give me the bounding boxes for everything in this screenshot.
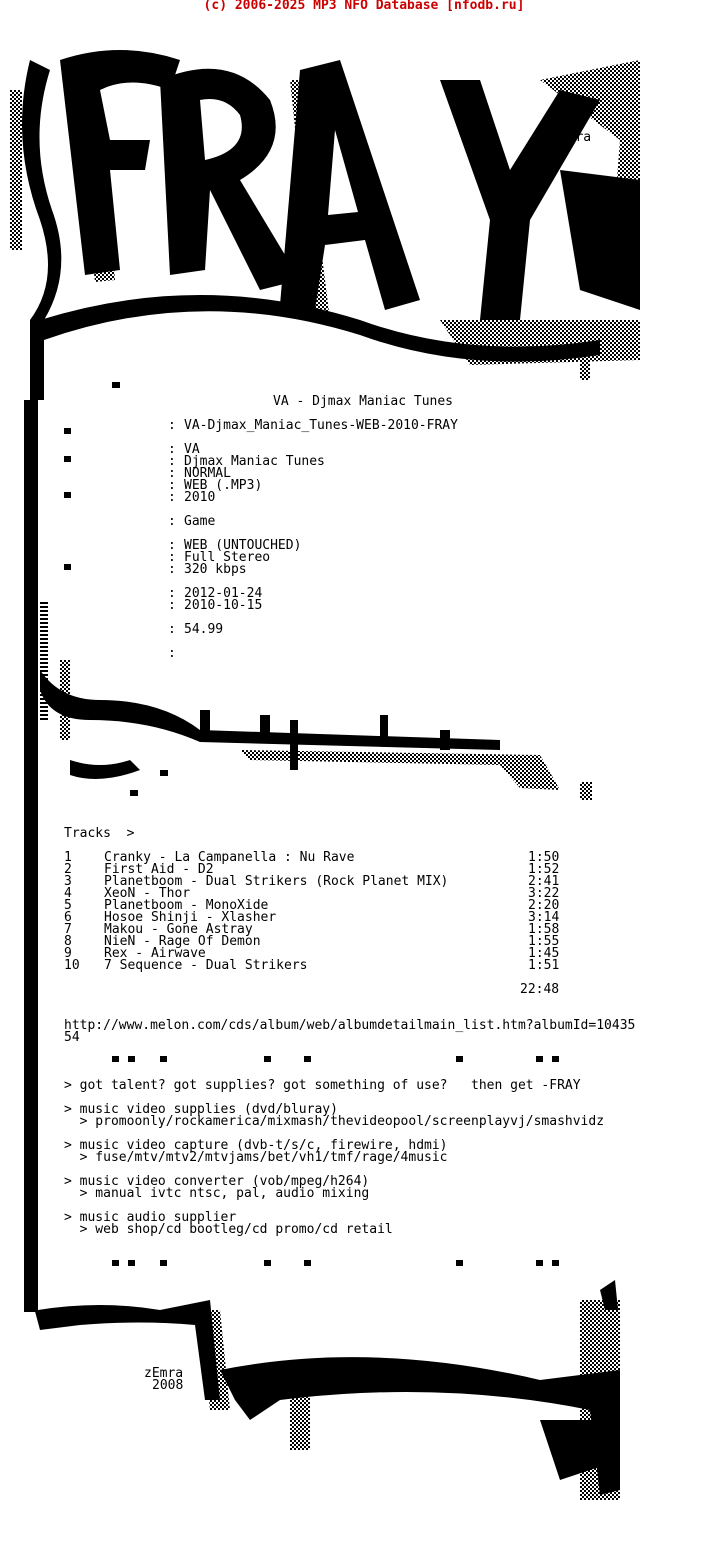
ad-line: > music video supplies (dvd/bluray)	[64, 1102, 338, 1117]
artist-tag-top: zEmra	[552, 130, 592, 145]
field-value: Full Stereo	[184, 550, 271, 565]
track-time: 2:20	[528, 898, 560, 913]
track-title: First Aid - D2	[104, 862, 214, 877]
track-time: 1:58	[528, 922, 560, 937]
track-row	[0, 960, 728, 972]
track-number: 7	[64, 922, 72, 937]
track-title: 7 Sequence - Dual Strikers	[104, 958, 308, 973]
track-title: Rex - Airwave	[104, 946, 206, 961]
track-time: 1:52	[528, 862, 560, 877]
track-number: 6	[64, 910, 72, 925]
track-number: 8	[64, 934, 72, 949]
track-time: 2:41	[528, 874, 560, 889]
artist-tag-bottom: zEmra	[144, 1366, 184, 1381]
separator-dot	[264, 1056, 271, 1062]
separator-dot	[112, 1260, 119, 1266]
track-time: 1:50	[528, 850, 560, 865]
ad-line: > music audio supplier	[64, 1210, 237, 1225]
track-title: NieN - Rage Of Demon	[104, 934, 261, 949]
separator-dot	[552, 1056, 559, 1062]
track-title: Makou - Gone Astray	[104, 922, 253, 937]
release-title: VA - Djmax Maniac Tunes	[273, 394, 454, 409]
release-info-block: : VA-Djmax_Maniac_Tunes-WEB-2010-FRAY : VA : Djmax Maniac Tunes : NORMAL : WEB (.MP3) : 2010 : Game : WEB (UNTOUCHED) : Full Stereo : 320 kbps : 2012-01-24 : 2010-10-15 : 54.99 :	[168, 418, 458, 661]
tracks-heading: Tracks >	[64, 826, 135, 841]
ad-line: > music video capture (dvb-t/s/c, firewire, hdmi)	[64, 1138, 448, 1153]
ad-subline: > promoonly/rockamerica/mixmash/thevideopool/screenplayvj/smashvidz	[64, 1114, 605, 1129]
track-number: 9	[64, 946, 72, 961]
track-number: 10	[64, 958, 80, 973]
field-value: 2010	[184, 490, 216, 505]
ad-line: > music video converter (vob/mpeg/h264)	[64, 1174, 370, 1189]
track-title: Hosoe Shinji - Xlasher	[104, 910, 277, 925]
ad-subline: > manual ivtc ntsc, pal, audio mixing	[64, 1186, 370, 1201]
separator-dot	[112, 1056, 119, 1062]
track-number: 3	[64, 874, 72, 889]
separator-dot	[456, 1056, 463, 1062]
track-title: Cranky - La Campanella : Nu Rave	[104, 850, 355, 865]
track-number: 5	[64, 898, 72, 913]
track-time: 3:14	[528, 910, 560, 925]
field-value: WEB (.MP3)	[184, 478, 263, 493]
ad-subline: > web shop/cd bootleg/cd promo/cd retail	[64, 1222, 393, 1237]
track-number: 2	[64, 862, 72, 877]
separator-dot	[304, 1056, 311, 1062]
track-time: 1:45	[528, 946, 560, 961]
separator-dot	[160, 1260, 167, 1266]
separator-dot	[456, 1260, 463, 1266]
track-title: Planetboom - MonoXide	[104, 898, 269, 913]
artist-year-bottom: 2008	[152, 1378, 184, 1393]
field-value: VA	[184, 442, 200, 457]
field-value: NORMAL	[184, 466, 231, 481]
track-title: Planetboom - Dual Strikers (Rock Planet MIX)	[104, 874, 449, 889]
separator-dot	[264, 1260, 271, 1266]
field-value: 2010-10-15	[184, 598, 263, 613]
source-url[interactable]: http://www.melon.com/cds/album/web/albumdetailmain_list.htm?albumId=10435	[64, 1018, 636, 1033]
separator-dot	[536, 1260, 543, 1266]
site-header: (c) 2006-2025 MP3 NFO Database [nfodb.ru]	[203, 0, 525, 13]
field-value: WEB (UNTOUCHED)	[184, 538, 302, 553]
ad-subline: > fuse/mtv/mtv2/mtvjams/bet/vh1/tmf/rage/4music	[64, 1150, 448, 1165]
separator-dot	[304, 1260, 311, 1266]
separator-dot	[552, 1260, 559, 1266]
track-number: 1	[64, 850, 72, 865]
track-time: 1:55	[528, 934, 560, 949]
source-url-wrap: 54	[64, 1030, 80, 1045]
footer-art	[20, 1270, 660, 1520]
tracks-total-time: 22:48	[520, 982, 560, 997]
separator-dot	[128, 1260, 135, 1266]
field-value: Djmax Maniac Tunes	[184, 454, 325, 469]
separator-dot	[160, 1056, 167, 1062]
track-time: 3:22	[528, 886, 560, 901]
ad-line: > got talent? got supplies? got something of use? then get -FRAY	[64, 1078, 581, 1093]
field-value: 54.99	[184, 622, 224, 637]
field-value: VA-Djmax_Maniac_Tunes-WEB-2010-FRAY	[184, 418, 458, 433]
track-title: XeoN - Thor	[104, 886, 191, 901]
track-time: 1:51	[528, 958, 560, 973]
field-value: 320 kbps	[184, 562, 247, 577]
separator-dot	[128, 1056, 135, 1062]
separator-dot	[536, 1056, 543, 1062]
field-value: Game	[184, 514, 216, 529]
field-value: 2012-01-24	[184, 586, 263, 601]
track-number: 4	[64, 886, 72, 901]
